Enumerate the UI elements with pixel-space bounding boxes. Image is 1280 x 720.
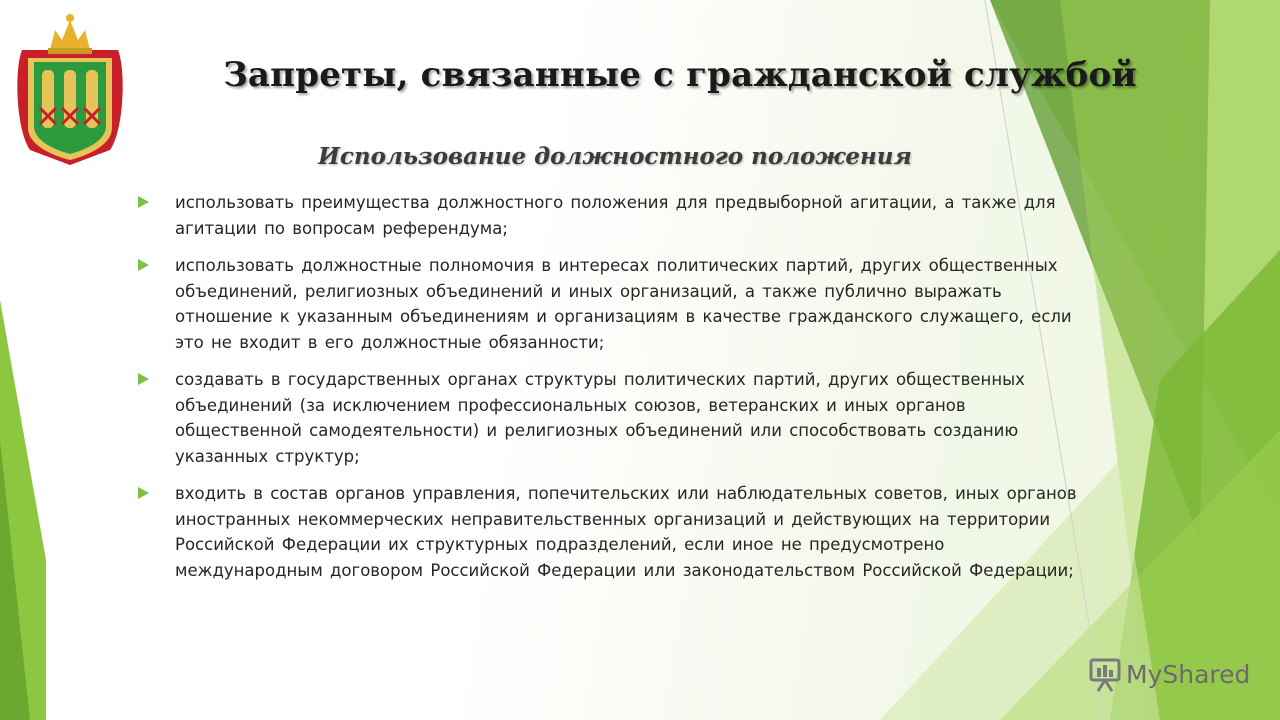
list-item <box>138 481 1093 583</box>
presentation-board-icon <box>1088 656 1122 692</box>
watermark-text: MyShared <box>1126 660 1251 689</box>
bullet-arrow-icon <box>138 196 149 208</box>
list-item-text: создавать в государственных органах структуры политических партий, других общественных объединений (за исключением профессиональных союзов, ветеранских и иных органов общественной самодеятельности) и религиозных объединений или способствовать созданию указанных структур; <box>175 370 1025 466</box>
list-item <box>138 367 1093 469</box>
prohibitions-list <box>138 190 1093 595</box>
list-item <box>138 253 1093 355</box>
list-item-text: использовать должностные полномочия в интересах политических партий, других общественных объединений, религиозных объединений и иных организаций, а также публично выражать отношение к указанным объединениям и организациям в качестве гражданского служащего, если это не входит в его должностные обязанности; <box>175 256 1072 352</box>
slide-subtitle: Использование должностного положения <box>318 143 912 170</box>
list-item-text: входить в состав органов управления, попечительских или наблюдательных советов, иных органов иностранных некоммерческих неправительственных организаций и действующих на территории Российской Федерации их структурных подразделений, если иное не предусмотрено международным договором Российской Федерации или законодательством Российской Федерации; <box>175 484 1077 580</box>
bullet-arrow-icon <box>138 373 149 385</box>
bullet-arrow-icon <box>138 259 149 271</box>
list-item-text: использовать преимущества должностного положения для предвыборной агитации, а также для агитации по вопросам референдума; <box>175 193 1056 238</box>
coat-of-arms-logo <box>10 10 130 168</box>
slide-title: Запреты, связанные с гражданской службой <box>223 55 1137 95</box>
bullet-arrow-icon <box>138 487 149 499</box>
watermark <box>1088 656 1251 696</box>
list-item <box>138 190 1093 241</box>
